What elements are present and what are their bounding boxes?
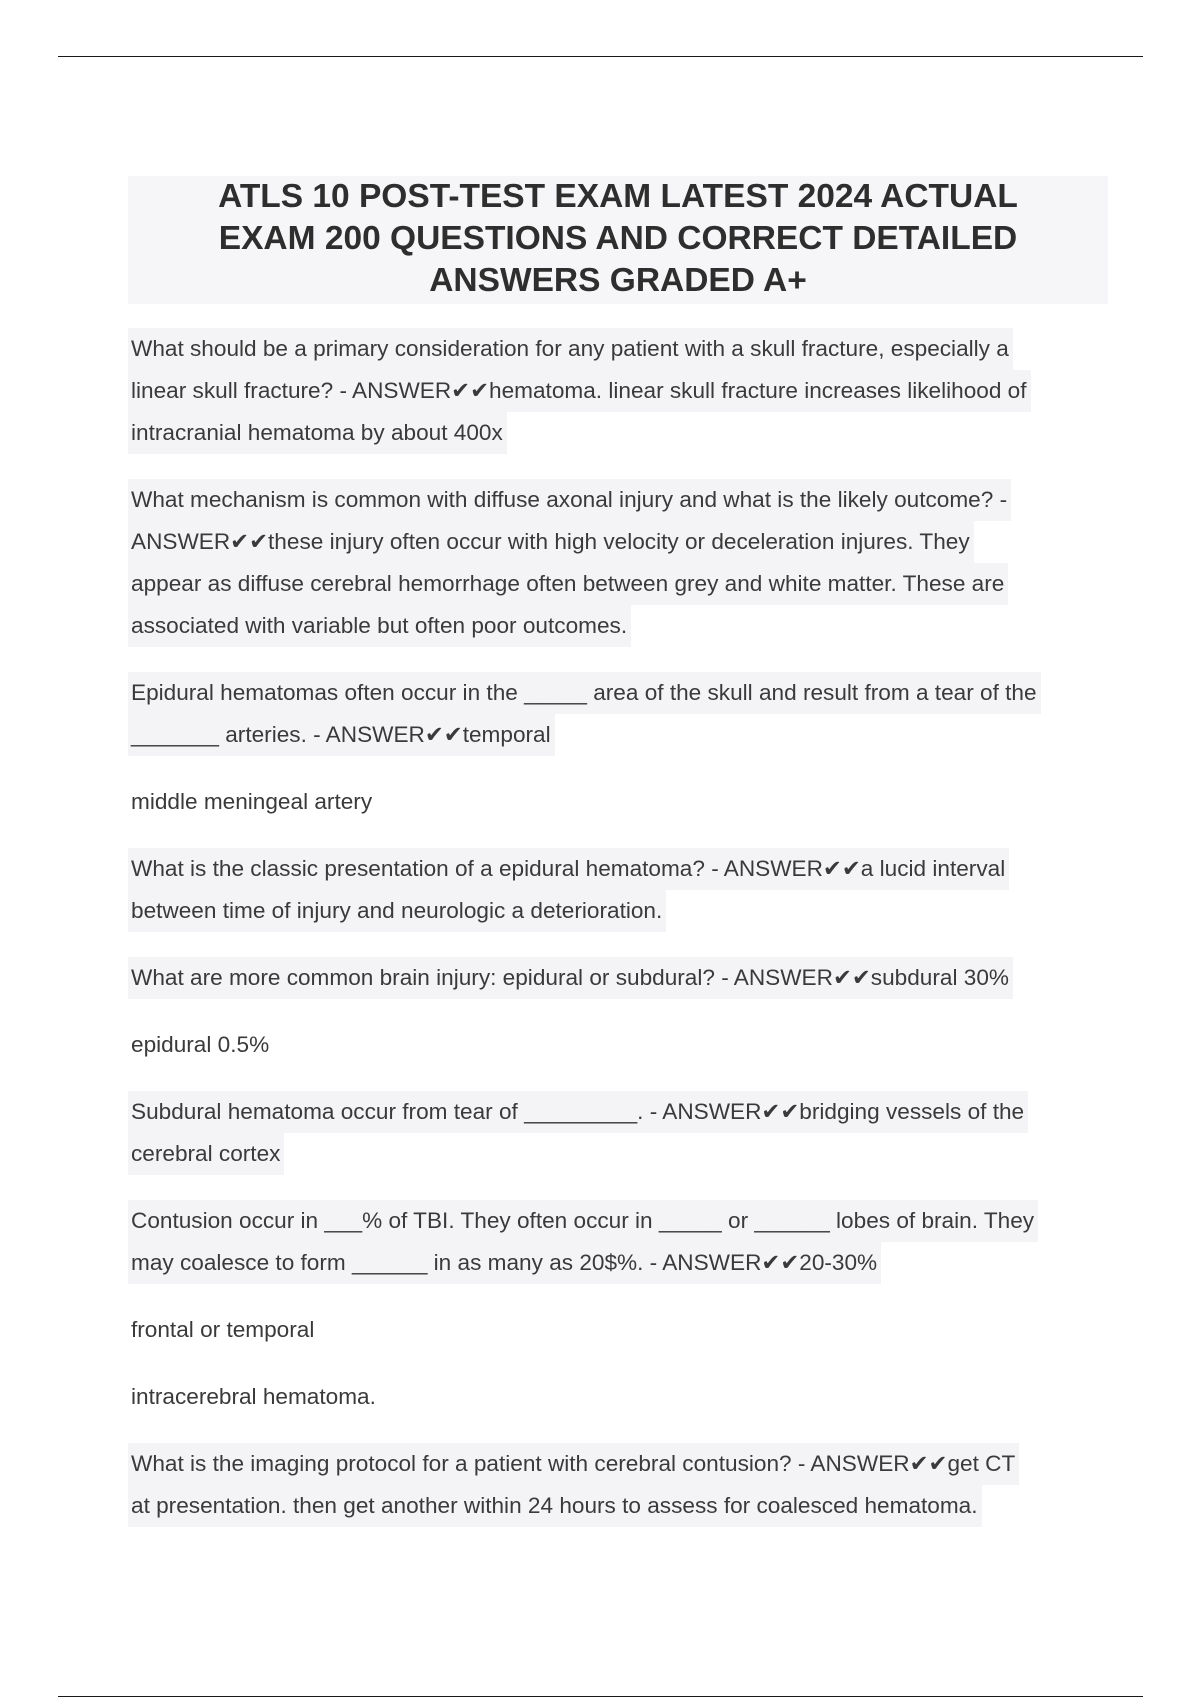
- text-line: appear as diffuse cerebral hemorrhage often between grey and white matter. These are: [128, 563, 1008, 605]
- text-line: ANSWER✔✔these injury often occur with high velocity or deceleration injures. They: [128, 521, 974, 563]
- text-line: at presentation. then get another within 24 hours to assess for coalesced hematoma.: [128, 1485, 982, 1527]
- document-body: [128, 176, 1108, 1552]
- title-line: EXAM 200 QUESTIONS AND CORRECT DETAILED: [218, 220, 1018, 257]
- text-line: What are more common brain injury: epidural or subdural? - ANSWER✔✔subdural 30%: [128, 957, 1013, 999]
- qa-paragraph: [128, 1091, 1108, 1175]
- text-line: Contusion occur in ___% of TBI. They often occur in _____ or ______ lobes of brain. They: [128, 1200, 1038, 1242]
- text-line: may coalesce to form ______ in as many as 20$%. - ANSWER✔✔20-30%: [128, 1242, 881, 1284]
- text-line: Epidural hematomas often occur in the _____ area of the skull and result from a tear of the: [128, 672, 1041, 714]
- title-line: ANSWERS GRADED A+: [429, 262, 807, 299]
- text-line: frontal or temporal: [131, 1317, 315, 1342]
- text-line: associated with variable but often poor outcomes.: [128, 605, 631, 647]
- footer-rule: [58, 1696, 1143, 1697]
- text-line: between time of injury and neurologic a deterioration.: [128, 890, 666, 932]
- qa-paragraph: [128, 1376, 1108, 1418]
- qa-paragraph: [128, 781, 1108, 823]
- text-line: What is the classic presentation of a epidural hematoma? - ANSWER✔✔a lucid interval: [128, 848, 1009, 890]
- text-line: What mechanism is common with diffuse axonal injury and what is the likely outcome? -: [128, 479, 1011, 521]
- qa-paragraph: [128, 1024, 1108, 1066]
- text-line: What is the imaging protocol for a patient with cerebral contusion? - ANSWER✔✔get CT: [128, 1443, 1019, 1485]
- text-line: _______ arteries. - ANSWER✔✔temporal: [128, 714, 555, 756]
- text-line: What should be a primary consideration for any patient with a skull fracture, especially a: [128, 328, 1013, 370]
- text-line: epidural 0.5%: [131, 1032, 270, 1057]
- qa-paragraph: [128, 848, 1108, 932]
- qa-paragraph: [128, 672, 1108, 756]
- qa-paragraph: [128, 479, 1108, 647]
- qa-paragraph: [128, 957, 1108, 999]
- title-heading: [134, 176, 1102, 302]
- text-line: Subdural hematoma occur from tear of _________. - ANSWER✔✔bridging vessels of the: [128, 1091, 1028, 1133]
- text-line: intracranial hematoma by about 400x: [128, 412, 507, 454]
- title-line: ATLS 10 POST-TEST EXAM LATEST 2024 ACTUAL: [218, 178, 1018, 215]
- qa-paragraph: [128, 1443, 1108, 1527]
- text-line: cerebral cortex: [128, 1133, 284, 1175]
- text-line: middle meningeal artery: [131, 789, 373, 814]
- qa-paragraph: [128, 1200, 1108, 1284]
- text-line: linear skull fracture? - ANSWER✔✔hematoma. linear skull fracture increases likelihood of: [128, 370, 1031, 412]
- header-rule: [58, 56, 1143, 57]
- document-title: [128, 176, 1108, 304]
- qa-paragraph: [128, 328, 1108, 454]
- qa-paragraph: [128, 1309, 1108, 1351]
- text-line: intracerebral hematoma.: [131, 1384, 376, 1409]
